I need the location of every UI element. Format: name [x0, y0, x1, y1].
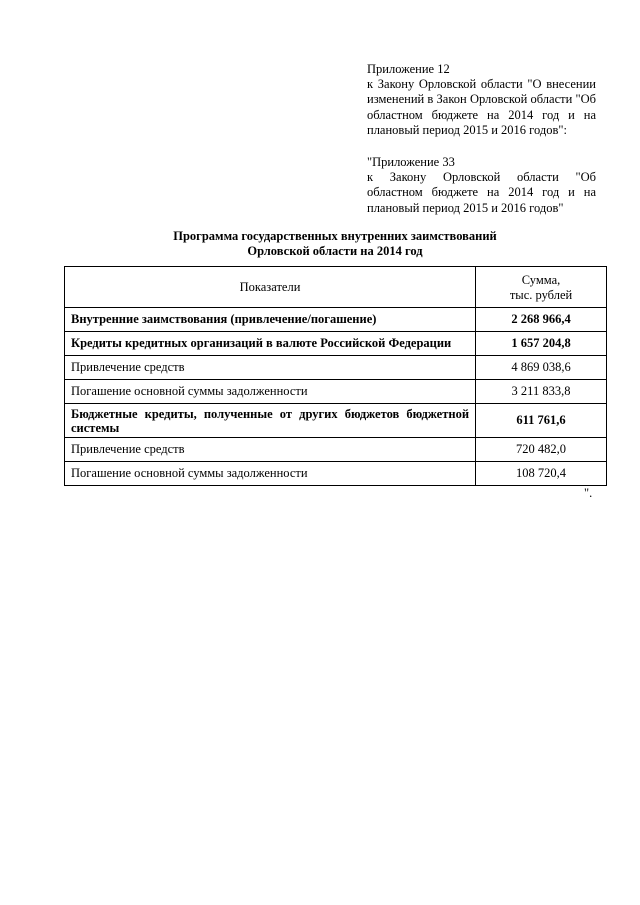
row-value: 108 720,4 [476, 462, 607, 486]
row-value: 4 869 038,6 [476, 356, 607, 380]
document-title-line1: Программа государственных внутренних заимствований [173, 229, 497, 243]
row-name: Кредиты кредитных организаций в валюте Российской Федерации [65, 332, 476, 356]
row-name: Бюджетные кредиты, полученные от других бюджетов бюджетной системы [65, 404, 476, 438]
row-name: Погашение основной суммы задолженности [65, 462, 476, 486]
table-row [65, 380, 607, 404]
row-name: Привлечение средств [65, 356, 476, 380]
header-indicators: Показатели [65, 267, 476, 308]
table-row [65, 332, 607, 356]
row-value: 611 761,6 [476, 404, 607, 438]
row-value: 2 268 966,4 [476, 308, 607, 332]
borrowings-table [64, 266, 607, 486]
header-sum-line2: тыс. рублей [509, 288, 573, 302]
document-title-line2: Орловской области на 2014 год [247, 244, 423, 258]
table-row [65, 404, 607, 438]
appendix-33-title: "Приложение 33 [367, 155, 455, 169]
row-value: 3 211 833,8 [476, 380, 607, 404]
table-row [65, 462, 607, 486]
document-title [64, 229, 606, 259]
row-name: Привлечение средств [65, 438, 476, 462]
table-header-row [65, 267, 607, 308]
appendix-12-title: Приложение 12 [367, 62, 450, 76]
header-sum [476, 267, 607, 308]
row-value: 720 482,0 [476, 438, 607, 462]
row-name: Внутренние заимствования (привлечение/погашение) [65, 308, 476, 332]
header-sum-line1: Сумма, [521, 273, 561, 287]
table-row [65, 438, 607, 462]
row-name: Погашение основной суммы задолженности [65, 380, 476, 404]
appendix-12-header [367, 62, 596, 138]
table-row [65, 308, 607, 332]
closing-quote-mark: ". [584, 486, 593, 500]
table-row [65, 356, 607, 380]
row-value: 1 657 204,8 [476, 332, 607, 356]
appendix-33-header [367, 155, 596, 216]
appendix-12-body: к Закону Орловской области "О внесении изменений в Закон Орловской области "Об областном бюджете на 2014 год и на плановый период 2015 и 2016 годов": [367, 77, 596, 137]
appendix-33-body: к Закону Орловской области "Об областном бюджете на 2014 год и на плановый период 2015 и 2016 годов" [367, 170, 596, 215]
